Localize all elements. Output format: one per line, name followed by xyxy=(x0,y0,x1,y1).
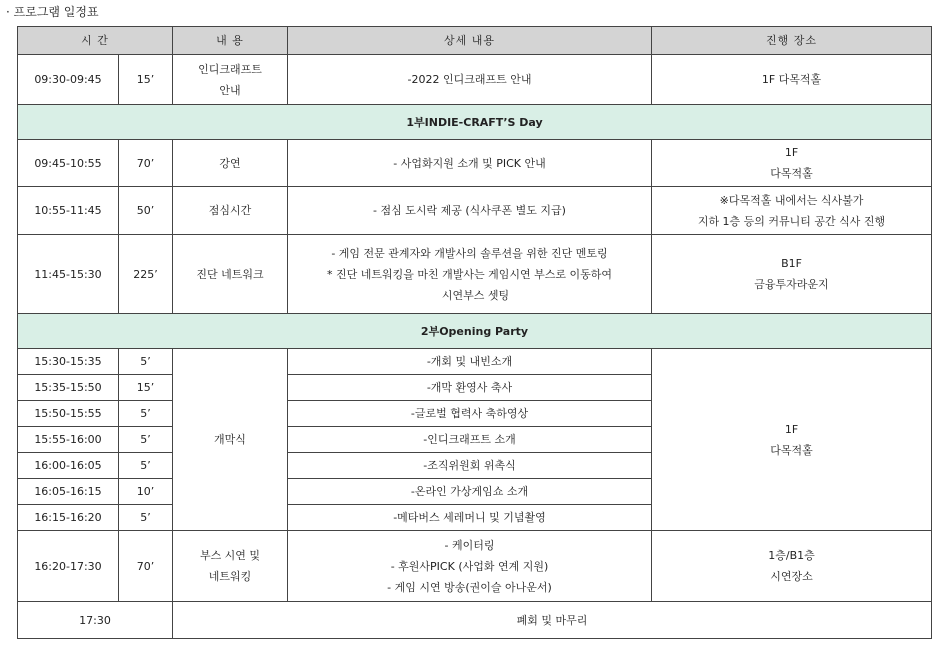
table-row xyxy=(18,531,932,602)
schedule-table xyxy=(17,26,932,639)
time-cell: 11:45-15:30 xyxy=(18,235,119,314)
content-line: 부스 시연 및 xyxy=(199,549,261,562)
time-cell: 15:55-16:00 xyxy=(18,427,119,453)
content-cell: 개막식 xyxy=(173,349,288,531)
venue-line: B1F xyxy=(781,257,802,270)
table-row xyxy=(18,140,932,187)
content-cell: 진단 네트워크 xyxy=(173,235,288,314)
detail-line: - 게임 시연 방송(권이슬 아나운서) xyxy=(387,580,552,594)
duration-cell: 15’ xyxy=(119,375,173,401)
time-cell: 15:50-15:55 xyxy=(18,401,119,427)
venue-line: 금융투자라운지 xyxy=(754,278,829,291)
detail-line: - 케이터링 xyxy=(444,538,495,552)
section-row xyxy=(18,105,932,140)
detail-cell xyxy=(288,235,652,314)
venue-cell: 1F 다목적홀 xyxy=(652,55,932,105)
detail-line: * 진단 네트워킹을 마친 개발사는 게임시연 부스로 이동하여 xyxy=(327,267,612,281)
page-title: · 프로그램 일정표 xyxy=(6,5,99,19)
detail-cell: - 점심 도시락 제공 (식사쿠폰 별도 지급) xyxy=(288,187,652,235)
table-row xyxy=(18,602,932,639)
duration-cell: 10’ xyxy=(119,479,173,505)
venue-line: 다목적홀 xyxy=(770,443,813,457)
detail-cell: - 사업화지원 소개 및 PICK 안내 xyxy=(288,140,652,187)
header-row xyxy=(18,27,932,55)
detail-cell: -메타버스 세레머니 및 기념촬영 xyxy=(288,505,652,531)
detail-cell: -2022 인디크래프트 안내 xyxy=(288,55,652,105)
duration-cell: 5’ xyxy=(119,453,173,479)
section-title: 1부INDIE-CRAFT’S Day xyxy=(18,105,932,140)
detail-cell: -인디크래프트 소개 xyxy=(288,427,652,453)
table-row xyxy=(18,187,932,235)
venue-line: 1층/B1층 xyxy=(768,549,815,562)
section-row xyxy=(18,314,932,349)
detail-line: - 후원사PICK (사업화 연계 지원) xyxy=(390,559,549,573)
time-cell: 09:30-09:45 xyxy=(18,55,119,105)
duration-cell: 5’ xyxy=(119,349,173,375)
header-time: 시 간 xyxy=(18,27,173,55)
venue-cell xyxy=(652,349,932,531)
time-cell: 17:30 xyxy=(18,602,173,639)
time-cell: 15:30-15:35 xyxy=(18,349,119,375)
content-cell: 강연 xyxy=(173,140,288,187)
content-line: 인디크래프트 xyxy=(198,62,262,76)
content-cell: 점심시간 xyxy=(173,187,288,235)
content-line: 네트워킹 xyxy=(208,570,252,583)
venue-line: 1F xyxy=(784,422,799,436)
detail-cell: -개막 환영사 축사 xyxy=(288,375,652,401)
venue-line: 다목적홀 xyxy=(770,167,813,180)
duration-cell: 5’ xyxy=(119,427,173,453)
venue-cell xyxy=(652,531,932,602)
venue-line: 지하 1층 등의 커뮤니티 공간 식사 진행 xyxy=(697,214,886,228)
duration-cell: 5’ xyxy=(119,401,173,427)
detail-cell: -글로벌 협력사 축하영상 xyxy=(288,401,652,427)
time-cell: 16:05-16:15 xyxy=(18,479,119,505)
duration-cell: 70’ xyxy=(119,140,173,187)
table-row xyxy=(18,55,932,105)
duration-cell: 70’ xyxy=(119,531,173,602)
venue-cell xyxy=(652,140,932,187)
detail-cell: -조직위원회 위촉식 xyxy=(288,453,652,479)
duration-cell: 5’ xyxy=(119,505,173,531)
content-cell: 폐회 및 마무리 xyxy=(173,602,932,639)
venue-line: 시연장소 xyxy=(770,570,813,583)
venue-cell xyxy=(652,187,932,235)
content-cell xyxy=(173,531,288,602)
content-cell xyxy=(173,55,288,105)
header-detail: 상세 내용 xyxy=(288,27,652,55)
table-row xyxy=(18,235,932,314)
time-cell: 16:20-17:30 xyxy=(18,531,119,602)
venue-line: ※다목적홀 내에서는 식사불가 xyxy=(719,193,864,207)
detail-cell: -온라인 가상게임쇼 소개 xyxy=(288,479,652,505)
detail-line: 시연부스 셋팅 xyxy=(441,288,510,302)
header-venue: 진행 장소 xyxy=(652,27,932,55)
duration-cell: 50’ xyxy=(119,187,173,235)
time-cell: 16:00-16:05 xyxy=(18,453,119,479)
detail-cell xyxy=(288,531,652,602)
content-line: 안내 xyxy=(219,83,241,97)
venue-cell xyxy=(652,235,932,314)
time-cell: 15:35-15:50 xyxy=(18,375,119,401)
header-content: 내 용 xyxy=(173,27,288,55)
time-cell: 09:45-10:55 xyxy=(18,140,119,187)
venue-line: 1F xyxy=(784,146,799,159)
section-title: 2부Opening Party xyxy=(18,314,932,349)
detail-line: - 게임 전문 관계자와 개발사의 솔루션을 위한 진단 멘토링 xyxy=(331,246,608,260)
time-cell: 10:55-11:45 xyxy=(18,187,119,235)
time-cell: 16:15-16:20 xyxy=(18,505,119,531)
detail-cell: -개회 및 내빈소개 xyxy=(288,349,652,375)
duration-cell: 225’ xyxy=(119,235,173,314)
duration-cell: 15’ xyxy=(119,55,173,105)
table-row xyxy=(18,349,932,375)
